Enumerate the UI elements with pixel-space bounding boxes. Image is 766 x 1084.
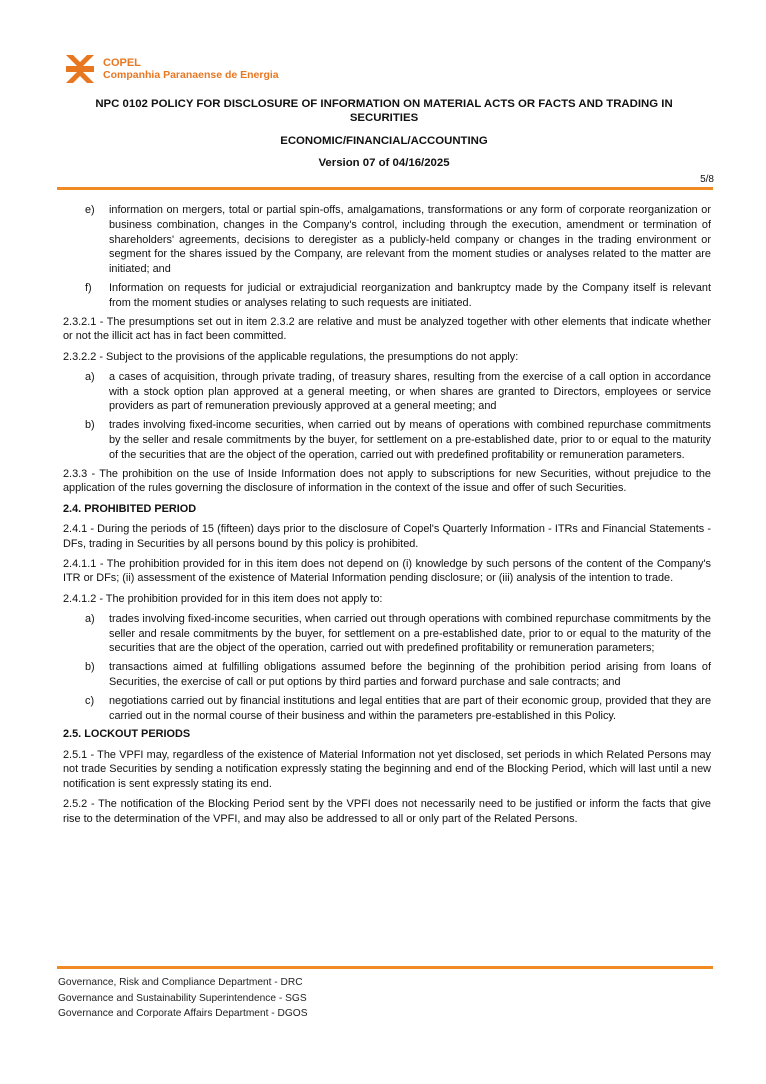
footer-line: Governance, Risk and Compliance Department - DRC <box>58 977 303 988</box>
paragraph-2-4-1: 2.4.1 - During the periods of 15 (fifteen) days prior to the disclosure of Copel's Quarterly Information - ITRs and Financial Statements - DFs, trading in Securities by all persons bound by this policy is prohibited. <box>63 522 711 550</box>
brand-full-name: Companhia Paranaense de Energia <box>103 69 279 81</box>
footer <box>58 975 308 1022</box>
section-heading-2-4: 2.4. PROHIBITED PERIOD <box>63 502 197 515</box>
list-item-label: a) <box>85 612 95 625</box>
copel-logo-icon <box>64 53 96 85</box>
brand <box>103 57 279 81</box>
list-item-label: e) <box>85 204 95 216</box>
list-item-label: b) <box>85 661 95 674</box>
document-category: ECONOMIC/FINANCIAL/ACCOUNTING <box>280 135 488 147</box>
paragraph-2-4-1-2: 2.4.1.2 - The prohibition provided for in this item does not apply to: <box>63 592 383 605</box>
document-version: Version 07 of 04/16/2025 <box>318 157 450 169</box>
document-title: NPC 0102 POLICY FOR DISCLOSURE OF INFORMATION ON MATERIAL ACTS OR FACTS AND TRADING IN SECURITIES <box>95 98 673 124</box>
list-item-text: trades involving fixed-income securities, when carried out by means of operations with combined repurchase commitments by the seller and resale commitments by the buyer, for settlement on a pre-established date, prior to or equal to the maturity of the securities that are the object of the operation, carried out with predefined profitability or remuneration parameters. <box>109 419 711 461</box>
paragraph-2-3-3: 2.3.3 - The prohibition on the use of Inside Information does not apply to subscriptions for new Securities, without prejudice to the application of the rules governing the disclosure of information in the context of the issue and offer of such Securities. <box>63 467 711 495</box>
list-item-label: f) <box>85 281 92 294</box>
list-item <box>63 370 711 414</box>
section-heading-2-5: 2.5. LOCKOUT PERIODS <box>63 728 191 741</box>
paragraph-2-5-1: 2.5.1 - The VPFI may, regardless of the existence of Material Information not yet disclosed, set periods in which Related Persons may not trade Securities by sending a notification expressly stating the beginning and end of the Blocking Period, which will last until a new notification is sent expressly stating its end. <box>63 748 711 791</box>
footer-line: Governance and Sustainability Superintendence - SGS <box>58 992 307 1004</box>
footer-line: Governance and Corporate Affairs Department - DGOS <box>58 1008 308 1020</box>
footer-divider <box>57 966 713 969</box>
list-item-label: c) <box>85 694 95 707</box>
paragraph-2-5-2: 2.5.2 - The notification of the Blocking Period sent by the VPFI does not necessarily need to be justified or inform the facts that give rise to the determination of the VPFI, and may also be addressed to all or only part of the Related Persons. <box>63 798 711 826</box>
list-item-label: b) <box>85 419 95 432</box>
paragraph-2-4-1-1: 2.4.1.1 - The prohibition provided for in this item does not depend on (i) knowledge by such persons of the content of the Company's ITR or DFs; (ii) assessment of the existence of Material Information pending disclosure; or (iii) analysis of the intention to trade. <box>63 557 711 585</box>
document-body <box>63 203 711 832</box>
list-item <box>63 203 711 277</box>
list-item <box>63 612 711 656</box>
paragraph-2-3-2-2: 2.3.2.2 - Subject to the provisions of the applicable regulations, the presumptions do not apply: <box>63 350 519 363</box>
list-item-text: negotiations carried out by financial institutions and legal entities that are part of their economic group, provided that they are carried out in the normal course of their business and within the parameters pre-established in this Policy. <box>109 694 711 722</box>
list-item <box>63 660 711 690</box>
list-item-text: information on mergers, total or partial spin-offs, amalgamations, transformations or any form of corporate reorganization or business combination, changes in the Company's control, including through the execution, amendment or termination of shareholders' agreements, decisions to deregister as a publicly-held company or changes in the trading environment or segment for the shares issued by the Company, are relevant from the moment studies or analyses related to the matter are initiated; and <box>109 204 711 276</box>
list-item-text: Information on requests for judicial or extrajudicial reorganization and bankruptcy made by the Company itself is relevant from the moment studies or analyses relating to such requests are initiated. <box>109 281 711 309</box>
list-item-label: a) <box>85 370 95 383</box>
list-item <box>63 694 711 724</box>
header-divider <box>57 187 713 190</box>
list-item <box>63 418 711 462</box>
list-item-text: trades involving fixed-income securities, when carried out through operations with combined repurchase commitments by the seller and resale commitments by the buyer, for settlement on a pre-established date, prior to or equal to the maturity of the securities that are the object of the operation, carried out with predefined profitability or remuneration parameters; <box>109 612 711 655</box>
brand-name: COPEL <box>103 57 141 69</box>
list-item <box>63 281 711 311</box>
list-item-text: transactions aimed at fulfilling obligations assumed before the beginning of the prohibition period arising from loans of Securities, the exercise of call or put options by third parties and forward purchase and sale contracts; and <box>109 661 711 689</box>
list-item-text: a cases of acquisition, through private trading, of treasury shares, resulting from the exercise of a call option in accordance with a stock option plan approved at a general meeting, or when shares are granted to Directors, employees or service providers as part of remuneration previously approved at a general meeting; and <box>109 370 711 413</box>
page-number: 5/8 <box>700 174 714 185</box>
paragraph-2-3-2-1: 2.3.2.1 - The presumptions set out in item 2.3.2 are relative and must be analyzed together with other elements that indicate whether or not the illicit act has in fact been committed. <box>63 315 711 343</box>
